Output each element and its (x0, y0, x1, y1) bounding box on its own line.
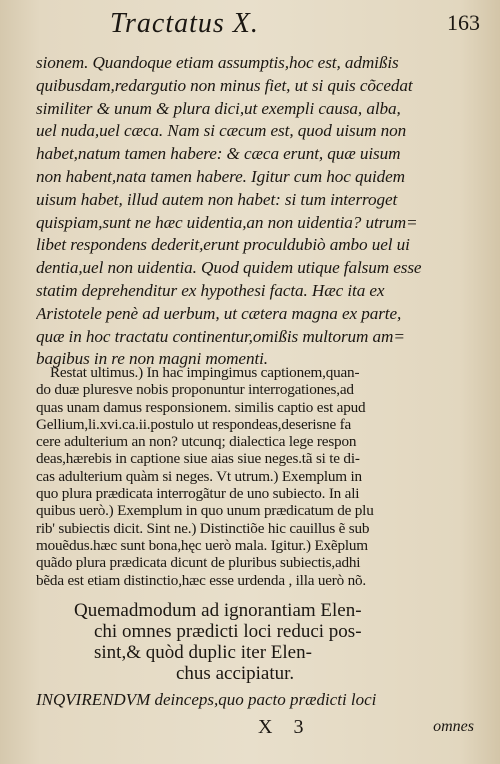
text-line: deas,hærebis in captione siue aias siue neges.tã si te di- (36, 450, 360, 468)
text-line: habet,natum tamen habere: & cæca erunt, quæ uisum (36, 144, 401, 164)
italic-paragraph (36, 52, 480, 371)
text-line: dentia,uel non uidentia. Quod quidem utique falsum esse (36, 258, 422, 278)
text-line: mouẽdus.hæc sunt bona,hęc uerò mala. Igitur.) Exẽplum (36, 536, 368, 554)
text-line: cere adulterium an non? utcunq; dialectica lege respon (36, 433, 357, 451)
text-line: bagibus in re non magni momenti. (36, 349, 269, 369)
text-line: quãdo plura prædicata dicunt de pluribus subiectis,adhi (36, 554, 361, 572)
text-line: Restat ultimus.) In hac impingimus captionem,quan- (50, 364, 360, 381)
text-line: quibus uerò.) Exemplum in quo unum prædicatum de plu (36, 502, 374, 520)
text-line: Aristotele penè ad uerbum, ut cætera magna ex parte, (36, 303, 402, 323)
running-head (110, 8, 480, 40)
text-line: quispiam,sunt ne hæc uidentia,an non uidentia? utrum= (36, 212, 418, 232)
commentary-paragraph (36, 364, 480, 589)
text-line: similiter & unum & plura dici,ut exempli causa, alba, (36, 98, 401, 118)
text-line: do duæ pluresve nobis proponuntur interrogationes,ad (36, 381, 354, 399)
text-line: quæ in hoc tractatu continentur,omißis multorum am= (36, 326, 405, 346)
text-line: non habent,nata tamen habere. Igitur cum hoc quidem (36, 166, 405, 186)
signature-mark: X 3 (258, 716, 312, 738)
text-line: libet respondens dederit,erunt proculdubiò ambo uel ui (36, 235, 410, 255)
text-line: statim deprehenditur ex hypothesi facta. Hæc ita ex (36, 280, 385, 300)
text-line: quo plura prædicata interrogãtur de uno subiecto. In ali (36, 485, 360, 503)
text-line: quas unam damus responsionem. similis captio est apud (36, 398, 366, 416)
catchword: omnes (433, 718, 474, 735)
heading-line: sint,& quòd duplic iter Elen- (94, 642, 312, 663)
heading-line: chi omnes prædicti loci reduci pos- (94, 621, 362, 642)
running-title: Tractatus X. (110, 8, 259, 39)
text-line: Gellium,li.xvi.ca.ii.postulo ut respondeas,deserisne fa (36, 415, 352, 433)
text-line: quibusdam,redargutio non minus fiet, ut si quis cõcedat (36, 75, 413, 95)
heading-line: Quemadmodum ad ignorantiam Elen- (74, 600, 362, 621)
text-line: bẽda est etiam distinctio,hæc esse urdenda , illa uerò nõ. (36, 571, 367, 589)
heading-line: chus accipiatur. (176, 663, 295, 684)
text-line: cas adulterium quàm si neges. Vt utrum.) Exemplum in (36, 467, 362, 485)
text-line: uisum habet, illud autem non habet: si tum interroget (36, 189, 398, 209)
folio-number: 163 (447, 10, 480, 35)
text-line: rib' subiectis dicit. Sint ne.) Distinctiõe hic cauillus ẽ sub (36, 519, 370, 537)
text-line: uel nuda,uel cæca. Nam si cæcum est, quod uisum non (36, 121, 407, 141)
text-line: sionem. Quandoque etiam assumptis,hoc est, admißis (36, 53, 399, 72)
section-heading (60, 600, 440, 684)
closing-line: INQVIRENDVM deinceps,quo pacto prædicti loci (36, 690, 377, 709)
